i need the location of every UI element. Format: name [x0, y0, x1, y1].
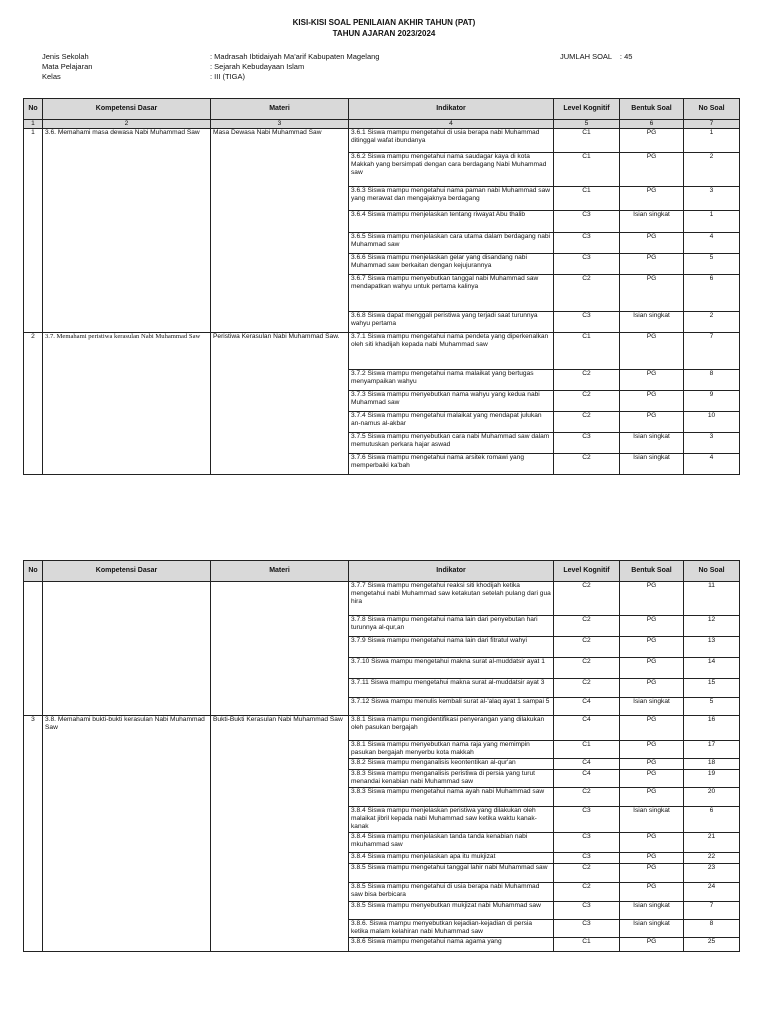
- meta-mapel-value: : Sejarah Kebudayaan Islam: [210, 62, 305, 71]
- column-header: Materi: [211, 99, 349, 120]
- bentuk-soal: PG: [620, 254, 684, 275]
- bentuk-soal: PG: [620, 716, 684, 741]
- table-row: [24, 582, 740, 616]
- indikator: 3.6.3 Siswa mampu mengetahui nama paman nabi Muhammad saw yang merawat dan mengajaknya berdagang: [349, 187, 554, 211]
- level-kognitif: C4: [554, 698, 620, 716]
- indikator: 3.7.8 Siswa mampu mengetahui nama lain dari penyebutan hari turunnya al-qur,an: [349, 616, 554, 637]
- doc-title: KISI-KISI SOAL PENILAIAN AKHIR TAHUN (PAT): [292, 18, 476, 27]
- no-soal: 4: [684, 454, 740, 475]
- indikator: 3.7.10 Siswa mampu mengetahui makna surat al-muddatsir ayat 1: [349, 658, 554, 679]
- bentuk-soal: PG: [620, 582, 684, 616]
- no-soal: 3: [684, 433, 740, 454]
- bentuk-soal: PG: [620, 788, 684, 807]
- bentuk-soal: PG: [620, 658, 684, 679]
- bentuk-soal: PG: [620, 864, 684, 883]
- level-kognitif: C2: [554, 412, 620, 433]
- bentuk-soal: Isian singkat: [620, 433, 684, 454]
- no-soal: 12: [684, 616, 740, 637]
- no-soal: 21: [684, 833, 740, 853]
- bentuk-soal: PG: [620, 233, 684, 254]
- bentuk-soal: Isian singkat: [620, 454, 684, 475]
- level-kognitif: C1: [554, 187, 620, 211]
- level-kognitif: C2: [554, 864, 620, 883]
- meta-jumlah: [560, 52, 632, 62]
- bentuk-soal: PG: [620, 770, 684, 788]
- indikator: 3.8.4 Siswa mampu menjelaskan peristiwa yang dilakukan oleh malaikat jibril kepada nabi Muhammad saw ketika waktu kanak-kanak: [349, 807, 554, 833]
- no-soal: 1: [684, 129, 740, 153]
- indikator: 3.6.7 Siswa mampu menyebutkan tanggal nabi Muhammad saw mendapatkan wahyu untuk pertama kalinya: [349, 275, 554, 312]
- column-number: 2: [43, 120, 211, 129]
- no-soal: 14: [684, 658, 740, 679]
- table-row: [24, 333, 740, 370]
- no-soal: 3: [684, 187, 740, 211]
- level-kognitif: C2: [554, 370, 620, 391]
- bentuk-soal: Isian singkat: [620, 920, 684, 938]
- column-header: Level Kognitif: [554, 561, 620, 582]
- column-header: Bentuk Soal: [620, 99, 684, 120]
- column-header: Kompetensi Dasar: [43, 99, 211, 120]
- no-soal: 1: [684, 211, 740, 233]
- indikator: 3.7.11 Siswa mampu mengetahui makna surat al-muddatsir ayat 3: [349, 679, 554, 698]
- indikator: 3.8.4 Siswa mampu menjelaskan apa itu mukjizat: [349, 853, 554, 864]
- no-soal: 24: [684, 883, 740, 902]
- level-kognitif: C3: [554, 902, 620, 920]
- meta-values: [210, 52, 379, 82]
- column-number: 7: [684, 120, 740, 129]
- indikator: 3.6.4 Siswa mampu menjelaskan tentang riwayat Abu thalib: [349, 211, 554, 233]
- indikator: 3.8.6 Siswa mampu mengetahui nama agama yang: [349, 938, 554, 952]
- indikator: 3.7.12 Siswa mampu menulis kembali surat al-'alaq ayat 1 sampai 5: [349, 698, 554, 716]
- column-number: 4: [349, 120, 554, 129]
- bentuk-soal: PG: [620, 616, 684, 637]
- bentuk-soal: PG: [620, 333, 684, 370]
- bentuk-soal: PG: [620, 391, 684, 412]
- bentuk-soal: PG: [620, 741, 684, 759]
- kompetensi-dasar: 3.7. Memahami peristiwa kerasulan Nabi Muhammad Saw: [43, 333, 211, 475]
- bentuk-soal: Isian singkat: [620, 211, 684, 233]
- indikator: 3.6.6 Siswa mampu menjelaskan gelar yang disandang nabi Muhammad saw berkaitan dengan kejujurannya: [349, 254, 554, 275]
- level-kognitif: C2: [554, 788, 620, 807]
- no-soal: 9: [684, 391, 740, 412]
- no-soal: 16: [684, 716, 740, 741]
- indikator: 3.7.2 Siswa mampu mengetahui nama malaikat yang bertugas menyampaikan wahyu: [349, 370, 554, 391]
- meta-labels: [42, 52, 92, 82]
- level-kognitif: C3: [554, 312, 620, 333]
- indikator: 3.8.5 Siswa mampu mengetahui di usia berapa nabi Muhammad saw bisa berbicara: [349, 883, 554, 902]
- level-kognitif: C2: [554, 883, 620, 902]
- column-header: No: [24, 561, 43, 582]
- indikator: 3.8.3 Siswa mampu menganalisis peristiwa di persia yang turut menandai kenabian nabi Muhammad saw: [349, 770, 554, 788]
- indikator: 3.7.1 Siswa mampu mengetahui nama pendeta yang diperkenalkan oleh siti khadijah kepada nabi Muhammad saw: [349, 333, 554, 370]
- bentuk-soal: PG: [620, 412, 684, 433]
- level-kognitif: C3: [554, 833, 620, 853]
- no-soal: 15: [684, 679, 740, 698]
- level-kognitif: C3: [554, 433, 620, 454]
- bentuk-soal: PG: [620, 883, 684, 902]
- materi-empty: [211, 582, 349, 716]
- table-row: [24, 129, 740, 153]
- column-header: No Soal: [684, 99, 740, 120]
- column-header: Kompetensi Dasar: [43, 561, 211, 582]
- level-kognitif: C2: [554, 679, 620, 698]
- indikator: 3.8.4 Siswa mampu menjelaskan tanda tanda kenabian nabi mkuhammad saw: [349, 833, 554, 853]
- bentuk-soal: PG: [620, 853, 684, 864]
- level-kognitif: C4: [554, 759, 620, 770]
- bentuk-soal: PG: [620, 129, 684, 153]
- no-soal: 6: [684, 807, 740, 833]
- materi: Peristiwa Kerasulan Nabi Muhammad Saw.: [211, 333, 349, 475]
- doc-subtitle: TAHUN AJARAN 2023/2024: [332, 29, 436, 38]
- level-kognitif: C2: [554, 582, 620, 616]
- column-header: Level Kognitif: [554, 99, 620, 120]
- column-number: 1: [24, 120, 43, 129]
- level-kognitif: C1: [554, 333, 620, 370]
- indikator: 3.8.3 Siswa mampu mengetahui nama ayah nabi Muhammad saw: [349, 788, 554, 807]
- column-header: Indikator: [349, 99, 554, 120]
- level-kognitif: C2: [554, 637, 620, 658]
- bentuk-soal: PG: [620, 187, 684, 211]
- bentuk-soal: PG: [620, 938, 684, 952]
- level-kognitif: C2: [554, 391, 620, 412]
- kompetensi-dasar: 3.6. Memahami masa dewasa Nabi Muhammad Saw: [43, 129, 211, 333]
- meta-mapel-label: Mata Pelajaran: [42, 62, 93, 71]
- bentuk-soal: PG: [620, 759, 684, 770]
- no-soal: 20: [684, 788, 740, 807]
- level-kognitif: C1: [554, 938, 620, 952]
- materi: Bukti-Bukti Kerasulan Nabi Muhammad Saw: [211, 716, 349, 952]
- indikator: 3.8.5 Siswa mampu menyebutkan mukjizat nabi Muhammad saw: [349, 902, 554, 920]
- no-soal: 11: [684, 582, 740, 616]
- indikator: 3.6.2 Siswa mampu mengetahui nama saudagar kaya di kota Makkah yang bersimpati dengan cara berdagang Nabi Muhammad saw: [349, 153, 554, 187]
- row-number: 3: [24, 716, 43, 952]
- no-soal: 18: [684, 759, 740, 770]
- indikator: 3.8.2 Siswa mampu menganalisis keontentikan al-qur'an: [349, 759, 554, 770]
- level-kognitif: C2: [554, 616, 620, 637]
- table-header-row: [24, 99, 740, 120]
- no-soal: 8: [684, 920, 740, 938]
- bentuk-soal: PG: [620, 275, 684, 312]
- bentuk-soal: PG: [620, 637, 684, 658]
- level-kognitif: C3: [554, 211, 620, 233]
- level-kognitif: C4: [554, 716, 620, 741]
- kisi-table-page-2: [23, 560, 740, 952]
- indikator: 3.6.1 Siswa mampu mengetahui di usia berapa nabi Muhammad ditinggal wafat ibundanya: [349, 129, 554, 153]
- bentuk-soal: Isian singkat: [620, 807, 684, 833]
- no-soal: 7: [684, 333, 740, 370]
- no-soal: 2: [684, 312, 740, 333]
- no-soal: 4: [684, 233, 740, 254]
- materi: Masa Dewasa Nabi Muhammad Saw: [211, 129, 349, 333]
- kompetensi-dasar-empty: [43, 582, 211, 716]
- kompetensi-dasar: 3.8. Memahami bukti-bukti kerasulan Nabi Muhammad Saw: [43, 716, 211, 952]
- bentuk-soal: Isian singkat: [620, 902, 684, 920]
- level-kognitif: C2: [554, 454, 620, 475]
- no-soal: 6: [684, 275, 740, 312]
- indikator: 3.8.6. Siswa mampu menyebutkan kejadian-kejadian di persia ketika malam kelahiran nabi Muhammad saw: [349, 920, 554, 938]
- no-soal: 13: [684, 637, 740, 658]
- level-kognitif: C1: [554, 129, 620, 153]
- indikator: 3.6.8 Siswa dapat menggali peristiwa yang terjadi saat turunnya wahyu pertama: [349, 312, 554, 333]
- meta-jenis-value: : Madrasah Ibtidaiyah Ma'arif Kabupaten Magelang: [210, 52, 380, 61]
- no-soal: 10: [684, 412, 740, 433]
- no-soal: 8: [684, 370, 740, 391]
- no-soal: 2: [684, 153, 740, 187]
- indikator: 3.7.7 Siswa mampu mengetahui reaksi siti khodijah ketika mengetahui nabi Muhammad saw ketakutan setelah pulang dari gua hira: [349, 582, 554, 616]
- level-kognitif: C4: [554, 770, 620, 788]
- no-soal: 5: [684, 254, 740, 275]
- level-kognitif: C3: [554, 254, 620, 275]
- table-row: [24, 716, 740, 741]
- no-soal: 17: [684, 741, 740, 759]
- level-kognitif: C2: [554, 658, 620, 679]
- indikator: 3.7.9 Siswa mampu mengetahui nama lain dari fitratul wahyi: [349, 637, 554, 658]
- level-kognitif: C1: [554, 153, 620, 187]
- indikator: 3.7.4 Siswa mampu mengetahui malaikat yang mendapat julukan an-namus al-akbar: [349, 412, 554, 433]
- column-number: 5: [554, 120, 620, 129]
- bentuk-soal: PG: [620, 153, 684, 187]
- meta-kelas-value: : III (TIGA): [210, 72, 245, 81]
- column-header: Indikator: [349, 561, 554, 582]
- meta-jumlah-label: JUMLAH SOAL: [560, 52, 612, 61]
- bentuk-soal: PG: [620, 679, 684, 698]
- level-kognitif: C2: [554, 275, 620, 312]
- no-soal: 23: [684, 864, 740, 883]
- column-header: Bentuk Soal: [620, 561, 684, 582]
- indikator: 3.7.6 Siswa mampu mengetahui nama arsitek romawi yang memperbaiki ka'bah: [349, 454, 554, 475]
- column-number-row: [24, 120, 740, 129]
- page-break: [0, 513, 768, 558]
- level-kognitif: C1: [554, 741, 620, 759]
- indikator: 3.7.3 Siswa mampu menyebutkan nama wahyu yang kedua nabi Muhammad saw: [349, 391, 554, 412]
- column-header: Materi: [211, 561, 349, 582]
- indikator: 3.8.5 Siswa mampu mengetahui tanggal lahir nabi Muhammad saw: [349, 864, 554, 883]
- row-number: 1: [24, 129, 43, 333]
- level-kognitif: C3: [554, 233, 620, 254]
- level-kognitif: C3: [554, 920, 620, 938]
- table-header-row: [24, 561, 740, 582]
- indikator: 3.8.1 Siswa mampu mengidentifikasi penyerangan yang dilakukan oleh pasukan bergajah: [349, 716, 554, 741]
- meta-jenis-label: Jenis Sekolah: [42, 52, 89, 61]
- no-soal: 7: [684, 902, 740, 920]
- bentuk-soal: Isian singkat: [620, 698, 684, 716]
- no-soal: 25: [684, 938, 740, 952]
- kisi-table-page-1: [23, 98, 740, 475]
- column-number: 3: [211, 120, 349, 129]
- no-soal: 22: [684, 853, 740, 864]
- bentuk-soal: Isian singkat: [620, 312, 684, 333]
- column-number: 6: [620, 120, 684, 129]
- indikator: 3.7.5 Siswa mampu menyebutkan cara nabi Muhammad saw dalam memutuskan perkara hajar aswad: [349, 433, 554, 454]
- no-soal: 5: [684, 698, 740, 716]
- row-number-empty: [24, 582, 43, 716]
- indikator: 3.6.5 Siswa mampu menjelaskan cara utama dalam berdagang nabi Muhammad saw: [349, 233, 554, 254]
- level-kognitif: C3: [554, 853, 620, 864]
- level-kognitif: C3: [554, 807, 620, 833]
- meta-jumlah-value: : 45: [619, 52, 633, 61]
- column-header: No Soal: [684, 561, 740, 582]
- indikator: 3.8.1 Siswa mampu menyebutkan nama raja yang memimpin pasukan bergajah menyerbu kota makkah: [349, 741, 554, 759]
- bentuk-soal: PG: [620, 833, 684, 853]
- column-header: No: [24, 99, 43, 120]
- no-soal: 19: [684, 770, 740, 788]
- meta-kelas-label: Kelas: [42, 72, 61, 81]
- row-number: 2: [24, 333, 43, 475]
- bentuk-soal: PG: [620, 370, 684, 391]
